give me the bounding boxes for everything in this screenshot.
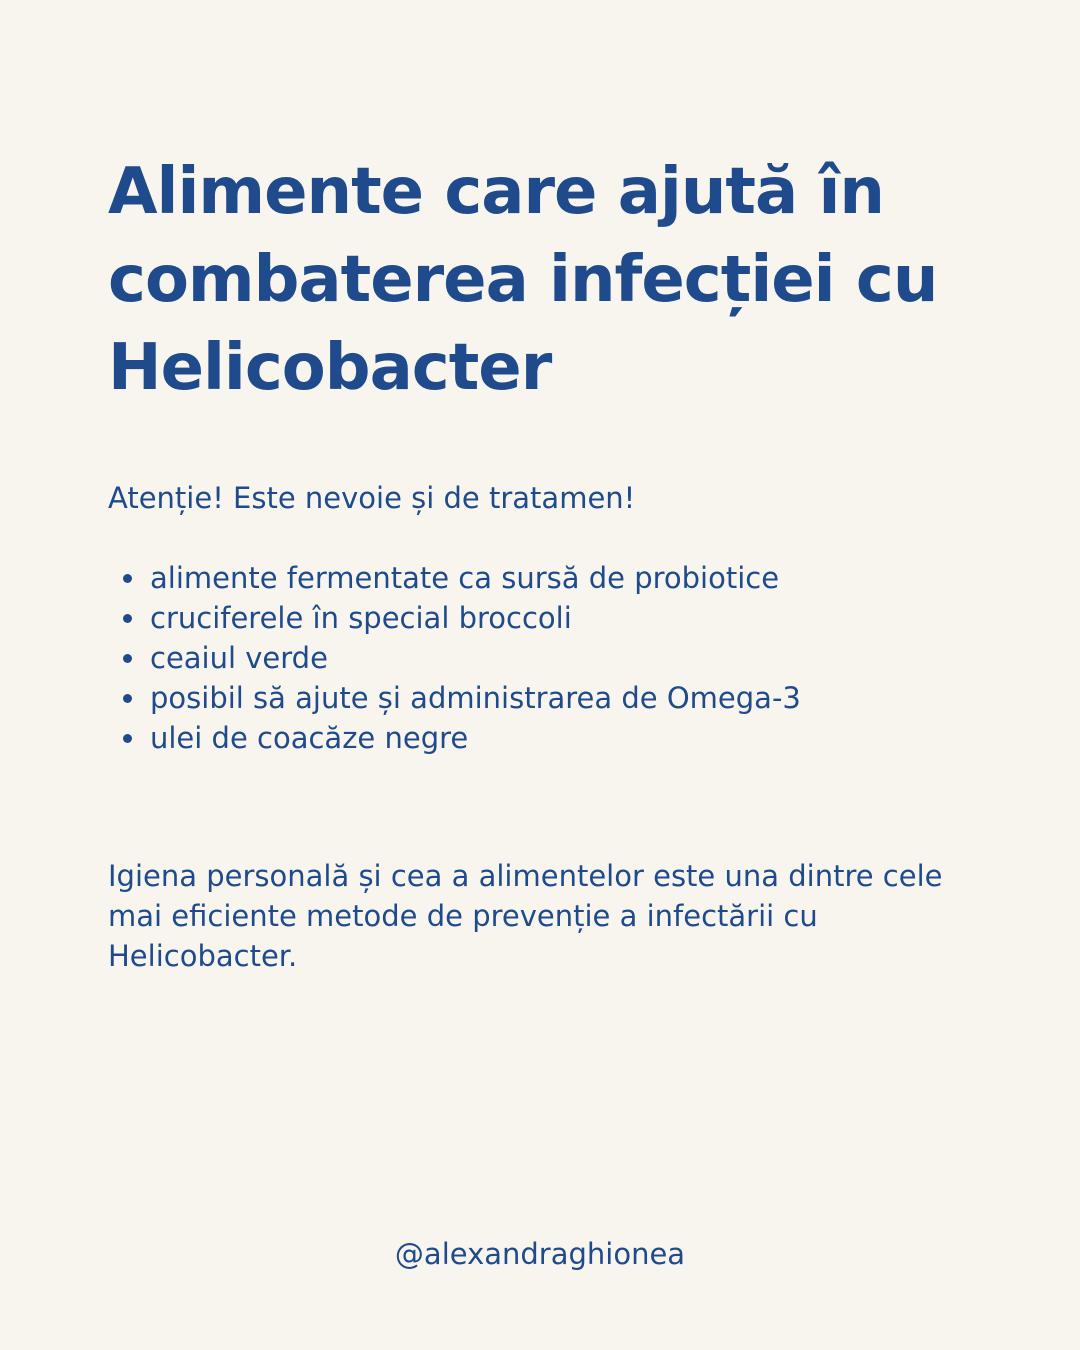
warning-text: Atenție! Este nevoie și de tratamen! <box>108 481 636 515</box>
list-item: cruciferele în special broccoli <box>150 598 801 638</box>
page-title: Alimente care ajută în combaterea infecției cu Helicobacter <box>108 155 938 405</box>
list-item: ulei de coacăze negre <box>150 718 801 758</box>
list-item: ceaiul verde <box>150 638 801 678</box>
hygiene-note: Igiena personală și cea a alimentelor este una dintre cele mai eficiente metode de prevenție a infectării cu Helicobacter. <box>108 859 943 973</box>
list-item: posibil să ajute și administrarea de Omega-3 <box>150 678 801 718</box>
food-list <box>108 558 801 758</box>
author-handle: @alexandraghionea <box>394 1237 686 1271</box>
list-item: alimente fermentate ca sursă de probiotice <box>150 558 801 598</box>
